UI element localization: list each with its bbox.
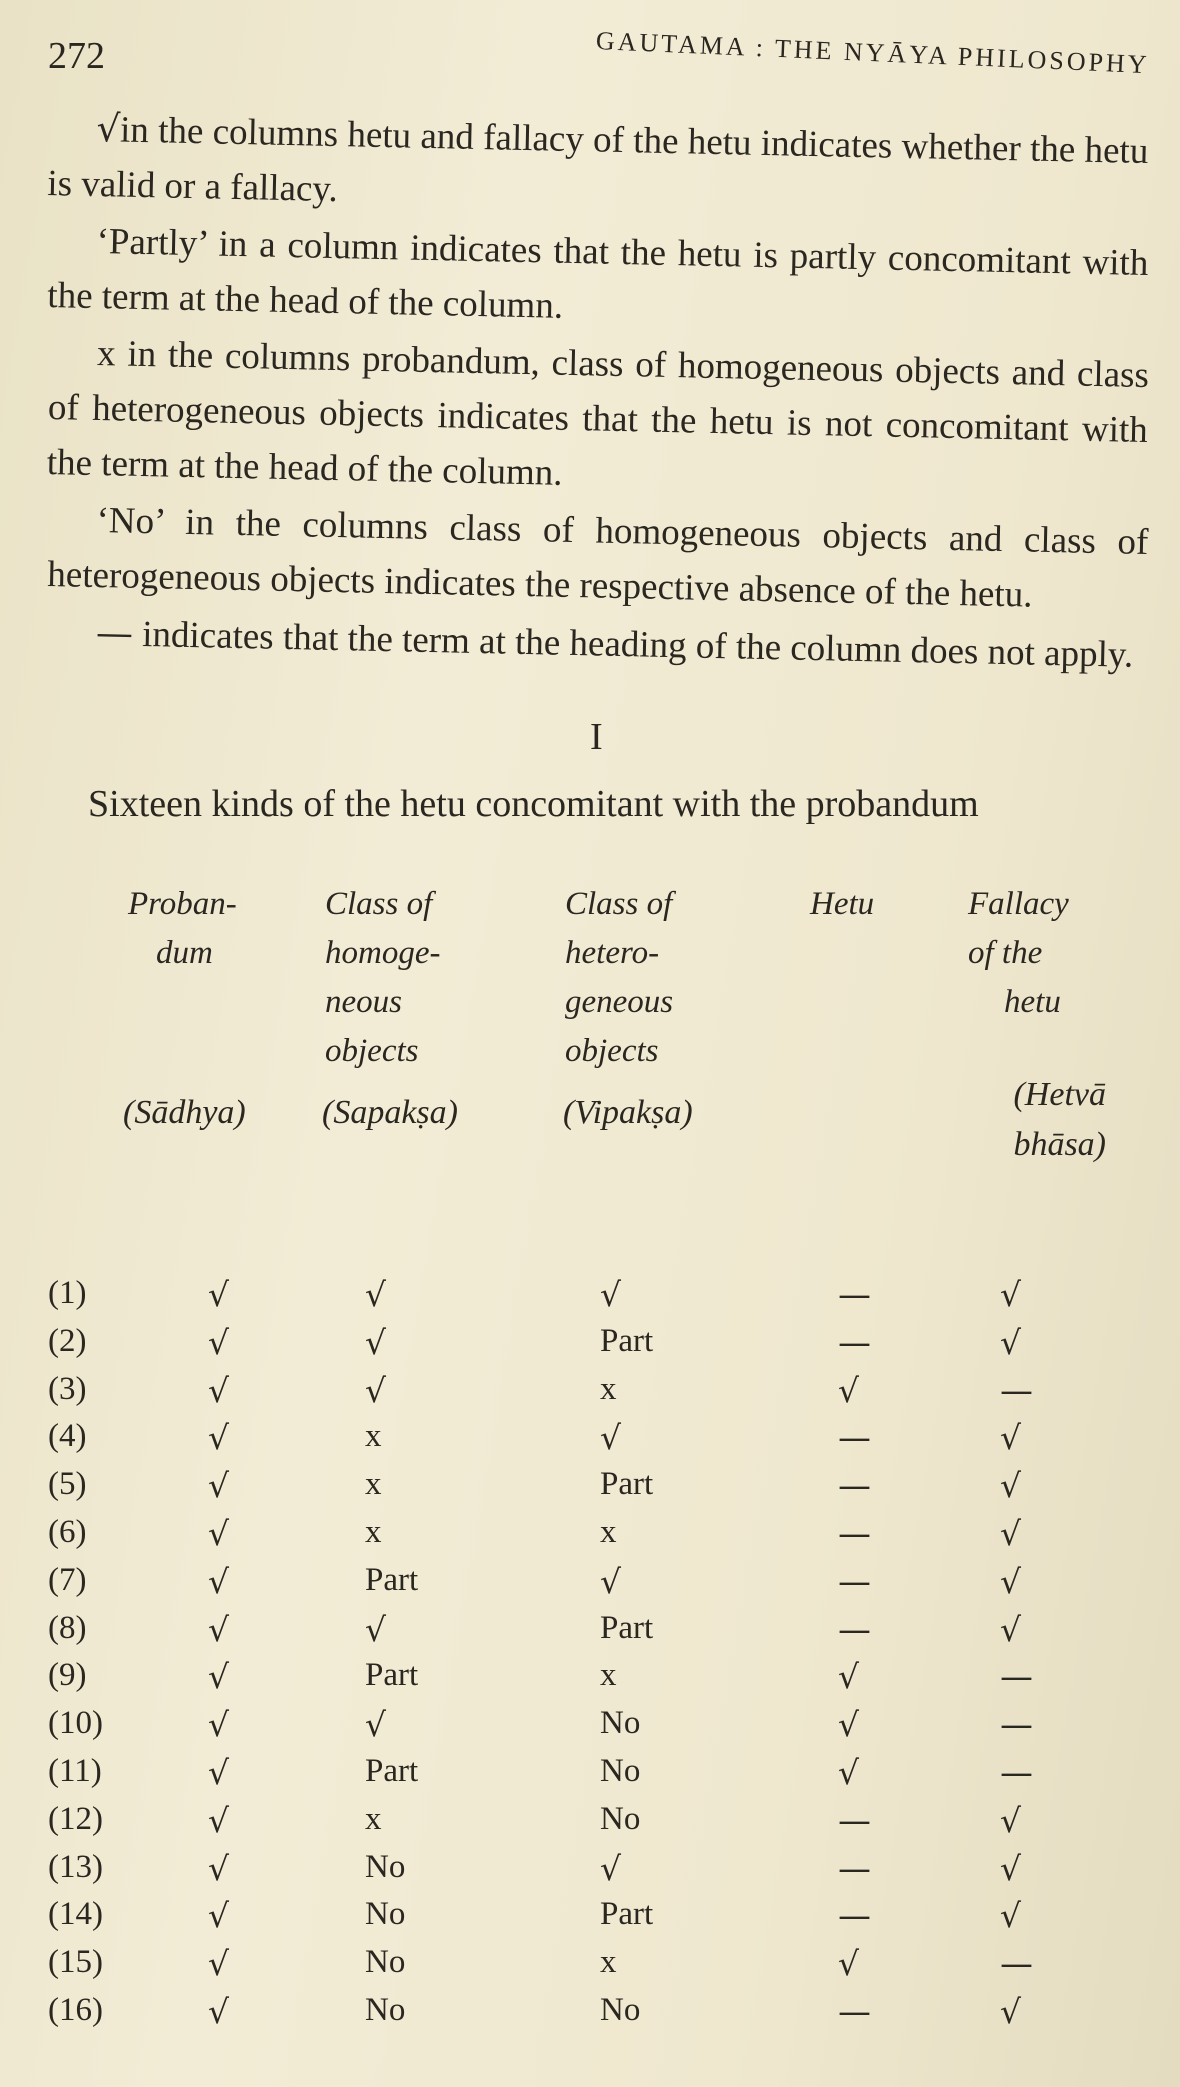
fallacy-cell: √ bbox=[1000, 1609, 1022, 1649]
hetu-cell: √ bbox=[838, 1370, 860, 1410]
probandum-cell: √ bbox=[208, 1896, 230, 1936]
hetu-cell: — bbox=[838, 1322, 871, 1362]
page-number: 272 bbox=[48, 35, 105, 77]
homogeneous-cell: x bbox=[365, 1513, 382, 1550]
homogeneous-cell: Part bbox=[365, 1561, 419, 1598]
table-row bbox=[0, 1371, 1180, 1419]
hetu-cell: — bbox=[838, 1418, 871, 1458]
probandum-cell: √ bbox=[208, 1561, 230, 1601]
homogeneous-cell: x bbox=[365, 1418, 382, 1455]
column-heading-fallacy: Fallacy of the hetu (Hetvā bhāsa) bbox=[968, 886, 1106, 1163]
probandum-cell: √ bbox=[208, 1370, 230, 1410]
row-number: (3) bbox=[48, 1370, 87, 1407]
hetu-cell: — bbox=[838, 1896, 871, 1936]
heterogeneous-cell: √ bbox=[600, 1275, 622, 1314]
fallacy-cell: √ bbox=[1000, 1418, 1022, 1458]
row-number: (11) bbox=[48, 1752, 102, 1789]
heterogeneous-cell: x bbox=[600, 1370, 617, 1407]
heterogeneous-cell: No bbox=[600, 1800, 641, 1837]
fallacy-cell: √ bbox=[1000, 1275, 1022, 1314]
legend-notes bbox=[46, 100, 1150, 676]
homogeneous-cell: √ bbox=[365, 1370, 387, 1410]
probandum-cell: √ bbox=[208, 1848, 230, 1888]
probandum-cell: √ bbox=[208, 1513, 230, 1553]
hetu-cell: — bbox=[838, 1561, 871, 1601]
hetu-cell: — bbox=[838, 1800, 871, 1840]
fallacy-cell: — bbox=[1000, 1752, 1033, 1792]
table-row bbox=[0, 1562, 1180, 1610]
heterogeneous-cell: No bbox=[600, 1705, 641, 1742]
table-row bbox=[0, 1753, 1180, 1801]
hetu-cell: — bbox=[838, 1848, 871, 1888]
table-row bbox=[0, 1705, 1180, 1753]
legend-note: — indicates that the term at the heading of the column does not apply. bbox=[95, 611, 1134, 676]
row-number: (15) bbox=[48, 1944, 103, 1981]
section-number: I bbox=[590, 716, 603, 758]
fallacy-cell: √ bbox=[1000, 1896, 1022, 1936]
row-number: (13) bbox=[48, 1848, 103, 1885]
hetu-cell: √ bbox=[838, 1752, 860, 1792]
hetu-cell: — bbox=[838, 1513, 871, 1553]
fallacy-cell: √ bbox=[1000, 1513, 1022, 1553]
probandum-cell: √ bbox=[208, 1800, 230, 1840]
hetu-cell: — bbox=[838, 1275, 871, 1314]
probandum-cell: √ bbox=[208, 1466, 230, 1506]
heterogeneous-cell: No bbox=[600, 1991, 641, 2028]
row-number: (9) bbox=[48, 1657, 87, 1694]
hetu-table bbox=[0, 1275, 1180, 2040]
check-mark-symbol: √ bbox=[96, 107, 121, 151]
hetu-cell: — bbox=[838, 1609, 871, 1649]
table-row bbox=[0, 1514, 1180, 1562]
section-title: Sixteen kinds of the hetu concomitant with the probandum bbox=[88, 783, 979, 825]
row-number: (8) bbox=[48, 1609, 87, 1646]
column-heading-homogeneous: Class of homoge- neous objects (Sapakṣa) bbox=[322, 886, 458, 1131]
page-header bbox=[48, 26, 1160, 86]
heterogeneous-cell: √ bbox=[600, 1848, 622, 1888]
dash-symbol: — bbox=[95, 611, 134, 655]
row-number: (7) bbox=[48, 1561, 87, 1598]
fallacy-cell: √ bbox=[1000, 1466, 1022, 1506]
legend-note: x in the columns probandum, class of homogeneous objects and class of heterogeneous objects indicates that the hetu is not concomitant with the term at the head of the column. bbox=[46, 333, 1150, 494]
row-number: (6) bbox=[48, 1513, 87, 1550]
probandum-cell: √ bbox=[208, 1657, 230, 1697]
homogeneous-cell: Part bbox=[365, 1752, 419, 1789]
homogeneous-cell: √ bbox=[365, 1609, 387, 1649]
hetu-cell: √ bbox=[838, 1944, 860, 1984]
probandum-cell: √ bbox=[208, 1322, 230, 1362]
column-heading-probandum: Proban- dum (Sādhya) bbox=[123, 886, 246, 1131]
probandum-cell: √ bbox=[208, 1275, 230, 1314]
row-number: (12) bbox=[48, 1800, 103, 1837]
heterogeneous-cell: Part bbox=[600, 1609, 654, 1646]
homogeneous-cell: x bbox=[365, 1466, 382, 1503]
table-row bbox=[0, 1944, 1180, 1992]
homogeneous-cell: Part bbox=[365, 1657, 419, 1694]
fallacy-cell: √ bbox=[1000, 1800, 1022, 1840]
probandum-cell: √ bbox=[208, 1705, 230, 1745]
hetu-cell: — bbox=[838, 1466, 871, 1506]
homogeneous-cell: No bbox=[365, 1991, 406, 2028]
legend-note: ‘Partly’ in a column indicates that the hetu is partly concomitant with the term at the head of the column. bbox=[46, 221, 1149, 327]
homogeneous-cell: √ bbox=[365, 1322, 387, 1362]
hetu-cell: — bbox=[838, 1991, 871, 2031]
row-number: (1) bbox=[48, 1275, 87, 1311]
fallacy-cell: √ bbox=[1000, 1991, 1022, 2031]
heterogeneous-cell: x bbox=[600, 1657, 617, 1694]
table-row bbox=[0, 1323, 1180, 1371]
fallacy-cell: — bbox=[1000, 1657, 1033, 1697]
column-heading-hetu: Hetu bbox=[810, 886, 875, 922]
probandum-cell: √ bbox=[208, 1752, 230, 1792]
heterogeneous-cell: x bbox=[600, 1513, 617, 1550]
fallacy-cell: — bbox=[1000, 1944, 1033, 1984]
homogeneous-cell: No bbox=[365, 1944, 406, 1981]
table-row bbox=[0, 1992, 1180, 2040]
row-number: (4) bbox=[48, 1418, 87, 1455]
table-row bbox=[0, 1657, 1180, 1705]
table-row bbox=[0, 1418, 1180, 1466]
table-row bbox=[0, 1896, 1180, 1944]
row-number: (5) bbox=[48, 1466, 87, 1503]
fallacy-cell: √ bbox=[1000, 1561, 1022, 1601]
heterogeneous-cell: No bbox=[600, 1752, 641, 1789]
legend-note: ‘No’ in the columns class of homogeneous objects and class of heterogeneous objects indicates the respective absence of the hetu. bbox=[46, 500, 1149, 616]
table-row bbox=[0, 1849, 1180, 1897]
hetu-cell: √ bbox=[838, 1705, 860, 1745]
row-number: (14) bbox=[48, 1896, 103, 1933]
running-head: GAUTAMA : THE NYĀYA PHILOSOPHY bbox=[595, 26, 1151, 80]
homogeneous-cell: No bbox=[365, 1848, 406, 1885]
heterogeneous-cell: Part bbox=[600, 1322, 654, 1359]
fallacy-cell: — bbox=[1000, 1705, 1033, 1745]
row-number: (16) bbox=[48, 1991, 103, 2028]
fallacy-cell: √ bbox=[1000, 1322, 1022, 1362]
probandum-cell: √ bbox=[208, 1991, 230, 2031]
probandum-cell: √ bbox=[208, 1609, 230, 1649]
homogeneous-cell: No bbox=[365, 1896, 406, 1933]
fallacy-cell: — bbox=[1000, 1370, 1033, 1410]
legend-note: √in the columns hetu and fallacy of the hetu indicates whether the hetu is valid or a fallacy. bbox=[46, 107, 1149, 211]
heterogeneous-cell: Part bbox=[600, 1896, 654, 1933]
heterogeneous-cell: x bbox=[600, 1944, 617, 1981]
heterogeneous-cell: √ bbox=[600, 1418, 622, 1458]
table-row bbox=[0, 1801, 1180, 1849]
heterogeneous-cell: √ bbox=[600, 1561, 622, 1601]
hetu-cell: √ bbox=[838, 1657, 860, 1697]
column-heading-heterogeneous: Class of hetero- geneous objects (Vipakṣa) bbox=[563, 886, 693, 1131]
table-row bbox=[0, 1610, 1180, 1658]
row-number: (10) bbox=[48, 1705, 103, 1742]
row-number: (2) bbox=[48, 1322, 87, 1359]
fallacy-cell: √ bbox=[1000, 1848, 1022, 1888]
probandum-cell: √ bbox=[208, 1944, 230, 1984]
homogeneous-cell: √ bbox=[365, 1275, 387, 1314]
homogeneous-cell: √ bbox=[365, 1705, 387, 1745]
table-row bbox=[0, 1275, 1180, 1323]
table-row bbox=[0, 1466, 1180, 1514]
homogeneous-cell: x bbox=[365, 1800, 382, 1837]
heterogeneous-cell: Part bbox=[600, 1466, 654, 1503]
probandum-cell: √ bbox=[208, 1418, 230, 1458]
